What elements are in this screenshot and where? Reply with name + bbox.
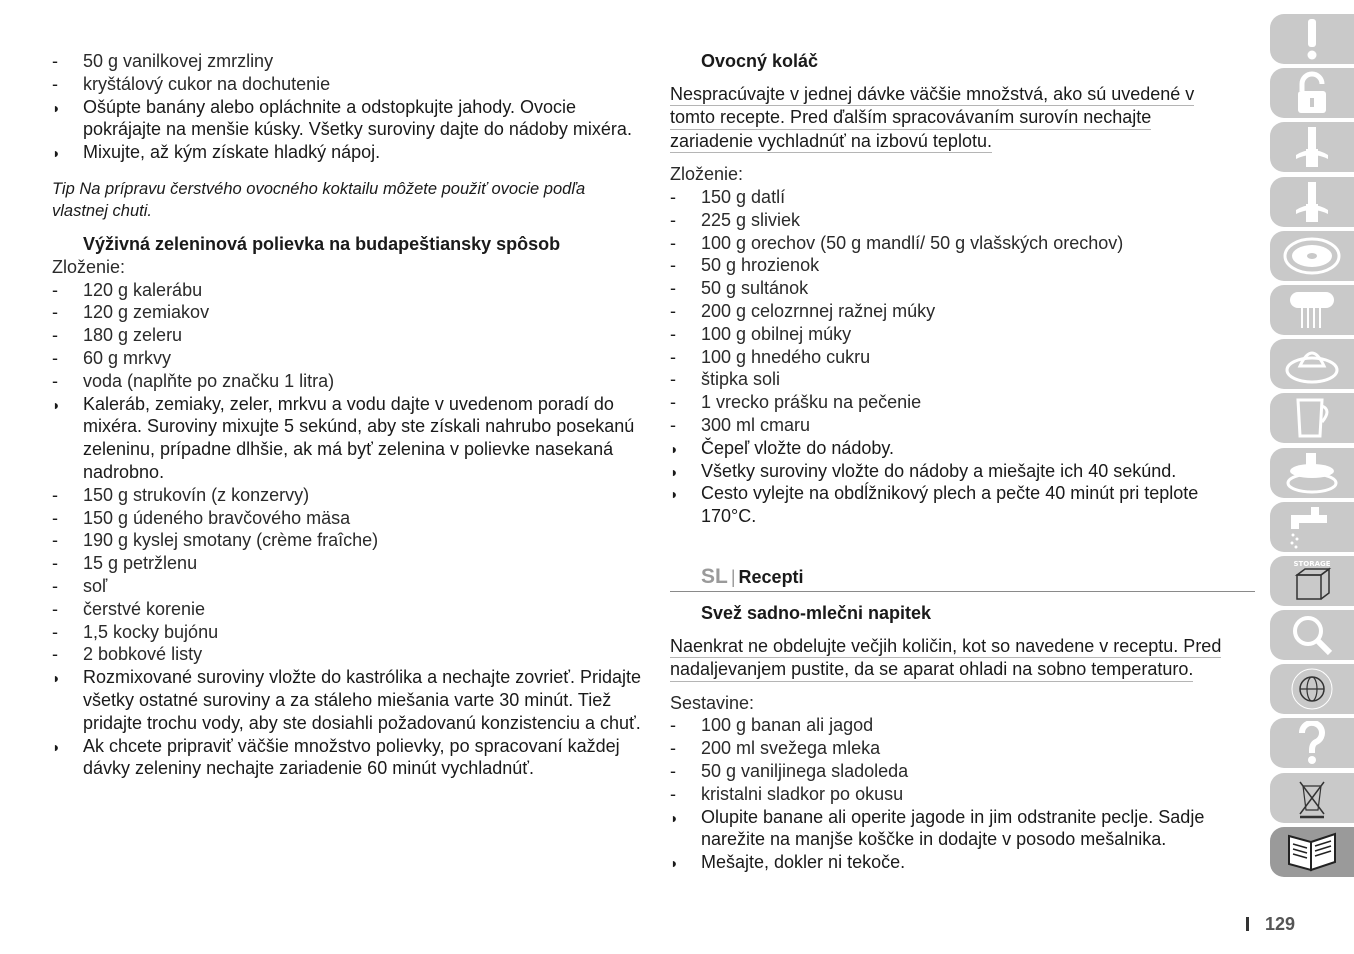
item-text: 1 vrecko prášku na pečenie	[701, 392, 922, 413]
blade-tool-icon	[1290, 180, 1334, 224]
bullet-marker: ◗	[52, 670, 61, 687]
section-title: Recepti	[738, 567, 804, 588]
ingredient-item	[670, 737, 1255, 760]
svg-text:STORAGE: STORAGE	[1293, 559, 1331, 568]
item-text: 100 g hnedého cukru	[701, 346, 871, 367]
item-text: Olupite banane ali operite jagode in jim odstranite peclje. Sadje narežite na manjše koščke in dodajte v posodo mešalnika.	[701, 806, 1205, 850]
item-text: 200 ml svežega mleka	[701, 738, 881, 759]
ingredient-item	[670, 300, 1255, 323]
dash-marker: -	[52, 484, 58, 505]
cake-recipe-title: Ovocný koláč	[701, 51, 819, 71]
dash-marker: -	[52, 507, 58, 528]
storage-box-icon	[1287, 557, 1337, 605]
exclamation-icon	[1292, 17, 1332, 61]
item-text: 180 g zeleru	[83, 325, 183, 346]
instruction-step	[670, 851, 1255, 874]
warning-line: nadaljevanjem pustite, da se aparat ohladi na sobno temperaturo.	[670, 658, 1193, 682]
section-tab[interactable]	[1270, 14, 1354, 64]
milk-recipe-title: Svež sadno-mlečni napitek	[701, 602, 932, 623]
ingredient-item	[670, 760, 1255, 783]
bullet-marker: ◗	[52, 145, 61, 162]
whisk-icon	[1286, 288, 1338, 332]
section-separator: |	[730, 567, 736, 588]
ingredient-item	[670, 783, 1255, 806]
ingredient-item	[670, 323, 1255, 346]
magnifier-icon	[1290, 613, 1334, 657]
dash-marker: -	[52, 347, 58, 368]
section-tab[interactable]	[1270, 177, 1354, 227]
item-text: 60 g mrkvy	[83, 347, 172, 368]
item-text: 150 g strukovín (z konzervy)	[83, 484, 310, 505]
section-tab[interactable]	[1270, 285, 1354, 335]
section-tab[interactable]	[1270, 231, 1354, 281]
ingredient-item	[52, 507, 642, 530]
intro-list	[52, 50, 642, 164]
instruction-step	[52, 96, 642, 142]
ingredient-item	[52, 324, 642, 347]
instruction-step	[52, 141, 642, 164]
item-text: Mešajte, dokler ni tekoče.	[701, 852, 906, 873]
soup-ingredients-label: Zloženie:	[52, 256, 126, 277]
warning-line: Naenkrat ne obdelujte večjih količin, kot so navedene v receptu. Pred	[670, 635, 1221, 659]
milk-ingredients-label: Sestavine:	[670, 692, 755, 713]
dash-marker: -	[52, 644, 58, 665]
bullet-marker: ◗	[670, 463, 679, 480]
section-tab[interactable]	[1270, 827, 1354, 877]
instruction-step	[670, 460, 1255, 483]
instruction-step	[52, 666, 642, 734]
instruction-step	[670, 437, 1255, 460]
dash-marker: -	[52, 530, 58, 551]
item-text: soľ	[83, 575, 108, 596]
ingredient-item	[52, 370, 642, 393]
padlock-icon	[1292, 71, 1332, 115]
item-text: kristalni sladkor po okusu	[701, 783, 904, 804]
item-text: 50 g sultánok	[701, 278, 809, 299]
ingredient-item	[670, 232, 1255, 255]
item-text: 2 bobkové listy	[83, 644, 203, 665]
tip-text: Tip Na prípravu čerstvého ovocného koktailu môžete použiť ovocie podľa vlastnej chuti.	[52, 179, 586, 221]
item-text: 225 g sliviek	[701, 209, 801, 230]
item-text: Rozmixované suroviny vložte do kastrólika a nechajte zovrieť. Pridajte všetky ostatné suroviny a za stáleho miešania varte 30 minút. Tiež pridajte trochu vody, aby ste dosiahli požadovanú konzistenciu a chuť.	[83, 667, 642, 733]
item-text: 120 g zemiakov	[83, 302, 210, 323]
bullet-marker: ◗	[670, 486, 679, 503]
item-text: čerstvé korenie	[83, 598, 206, 619]
warning-line: zariadenie vychladnúť na izbovú teplotu.	[670, 130, 992, 154]
dash-marker: -	[670, 346, 676, 367]
ingredient-item	[670, 346, 1255, 369]
ingredient-item	[670, 414, 1255, 437]
jug-icon	[1290, 396, 1334, 440]
item-text: štipka soli	[701, 369, 781, 390]
cake-ingredient-list	[670, 186, 1255, 528]
ingredient-item	[670, 368, 1255, 391]
ingredient-item	[52, 301, 642, 324]
instruction-step	[52, 735, 642, 781]
dash-marker: -	[670, 278, 676, 299]
instruction-step	[52, 393, 642, 484]
disposal-bin-icon	[1292, 776, 1332, 820]
dash-marker: -	[52, 553, 58, 574]
section-tab[interactable]	[1270, 773, 1354, 823]
item-text: Čepeľ vložte do nádoby.	[701, 437, 895, 458]
item-text: Mixujte, až kým získate hladký nápoj.	[83, 142, 381, 163]
ingredient-item	[670, 254, 1255, 277]
recipe-book-icon	[1285, 830, 1339, 874]
dash-marker: -	[670, 255, 676, 276]
item-text: 300 ml cmaru	[701, 415, 811, 436]
dash-marker: -	[670, 187, 676, 208]
ingredient-item	[52, 529, 642, 552]
dash-marker: -	[670, 209, 676, 230]
dash-marker: -	[52, 598, 58, 619]
juicer-icon	[1284, 451, 1340, 495]
item-text: 100 g orechov (50 g mandlí/ 50 g vlašských orechov)	[701, 232, 1124, 253]
section-tab[interactable]	[1270, 393, 1354, 443]
cake-ingredients-label: Zloženie:	[670, 164, 744, 185]
blade-tool-icon	[1290, 125, 1334, 169]
ingredient-item	[52, 50, 642, 73]
item-text: 1,5 kocky bujónu	[83, 621, 219, 642]
item-text: 120 g kalerábu	[83, 279, 203, 300]
dash-marker: -	[52, 302, 58, 323]
milk-warning	[670, 635, 1255, 682]
section-tab[interactable]	[1270, 339, 1354, 389]
dash-marker: -	[670, 415, 676, 436]
section-tab[interactable]	[1270, 610, 1354, 660]
instruction-step	[670, 806, 1255, 852]
question-icon	[1292, 721, 1332, 765]
item-text: 50 g vaniljinega sladoleda	[701, 761, 909, 782]
ingredient-item	[52, 598, 642, 621]
bullet-marker: ◗	[52, 396, 61, 413]
section-tab-strip	[1270, 14, 1354, 881]
ingredient-item	[670, 209, 1255, 232]
bullet-marker: ◗	[52, 99, 61, 116]
section-tab[interactable]	[1270, 122, 1354, 172]
dash-marker: -	[52, 621, 58, 642]
item-text: Ak chcete pripraviť väčšie množstvo polievky, po spracovaní každej dávky zeleniny nechajte zariadenie 60 minút vychladnúť.	[83, 735, 620, 779]
warning-line: tomto recepte. Pred ďalším spracovávaním surovín nechajte	[670, 106, 1151, 130]
milk-ingredient-list	[670, 714, 1255, 874]
dash-marker: -	[52, 73, 58, 94]
bullet-marker: ◗	[670, 440, 679, 457]
item-text: Kaleráb, zemiaky, zeler, mrkvu a vodu dajte v uvedenom poradí do mixéra. Suroviny mixujte 5 sekúnd, aby ste získali nahrubo posekanú zeleninu, prípadne dlhšie, ak má byť zelenina v polievke nasekaná nadrobno.	[83, 393, 635, 482]
citrus-press-icon	[1284, 342, 1340, 386]
dash-marker: -	[670, 232, 676, 253]
dash-marker: -	[52, 575, 58, 596]
language-section-header	[670, 566, 1255, 592]
slicing-disc-icon	[1283, 236, 1341, 276]
item-text: kryštálový cukor na dochutenie	[83, 73, 331, 94]
cake-warning	[670, 83, 1255, 154]
item-text: 15 g petržlenu	[83, 553, 198, 574]
dash-marker: -	[52, 370, 58, 391]
right-column	[670, 50, 1255, 874]
section-tab[interactable]	[1270, 556, 1354, 606]
item-text: 50 g hrozienok	[701, 255, 820, 276]
ingredient-item	[52, 484, 642, 507]
section-tab[interactable]	[1270, 664, 1354, 714]
language-code: SL	[701, 565, 728, 589]
tap-cleaning-icon	[1287, 505, 1337, 549]
page-number: 129	[1246, 914, 1295, 935]
ingredient-item	[670, 714, 1255, 737]
dash-marker: -	[52, 279, 58, 300]
dash-marker: -	[52, 51, 58, 71]
instruction-step	[670, 482, 1255, 528]
item-text: 190 g kyslej smotany (crème fraîche)	[83, 530, 379, 551]
soup-ingredient-list	[52, 279, 642, 781]
section-tab[interactable]	[1270, 68, 1354, 118]
ingredient-item	[52, 279, 642, 302]
item-text: voda (naplňte po značku 1 litra)	[83, 370, 335, 391]
section-tab[interactable]	[1270, 448, 1354, 498]
bullet-marker: ◗	[670, 809, 679, 826]
ingredient-item	[52, 643, 642, 666]
item-text: 50 g vanilkovej zmrzliny	[83, 51, 274, 71]
ingredient-item	[52, 347, 642, 370]
item-text: Všetky suroviny vložte do nádoby a miešajte ich 40 sekúnd.	[701, 460, 1177, 481]
bullet-marker: ◗	[52, 738, 61, 755]
bullet-marker: ◗	[670, 855, 679, 872]
dash-marker: -	[670, 392, 676, 413]
item-text: Cesto vylejte na obdĺžnikový plech a pečte 40 minút pri teplote 170°C.	[701, 483, 1199, 527]
item-text: 100 g banan ali jagod	[701, 715, 874, 736]
ingredient-item	[670, 277, 1255, 300]
dash-marker: -	[670, 369, 676, 390]
dash-marker: -	[670, 738, 676, 759]
ingredient-item	[52, 575, 642, 598]
item-text: Ošúpte banány alebo opláchnite a odstopkujte jahody. Ovocie pokrájajte na menšie kúsky. Všetky suroviny dajte do nádoby mixéra.	[83, 96, 632, 140]
item-text: 100 g obilnej múky	[701, 323, 852, 344]
ingredient-item	[670, 391, 1255, 414]
globe-icon	[1287, 665, 1337, 713]
item-text: 150 g datlí	[701, 187, 786, 208]
dash-marker: -	[670, 301, 676, 322]
dash-marker: -	[670, 715, 676, 736]
ingredient-item	[52, 73, 642, 96]
dash-marker: -	[670, 761, 676, 782]
section-tab[interactable]	[1270, 502, 1354, 552]
soup-recipe-title: Výživná zeleninová polievka na budapeštiansky spôsob	[83, 233, 561, 254]
warning-line: Nespracúvajte v jednej dávke väčšie množstvá, ako sú uvedené v	[670, 83, 1194, 107]
ingredient-item	[670, 186, 1255, 209]
ingredient-item	[52, 621, 642, 644]
dash-marker: -	[670, 783, 676, 804]
section-tab[interactable]	[1270, 718, 1354, 768]
ingredient-item	[52, 552, 642, 575]
dash-marker: -	[52, 325, 58, 346]
item-text: 150 g údeného bravčového mäsa	[83, 507, 351, 528]
item-text: 200 g celozrnnej ražnej múky	[701, 301, 936, 322]
left-column	[52, 50, 642, 780]
dash-marker: -	[670, 323, 676, 344]
